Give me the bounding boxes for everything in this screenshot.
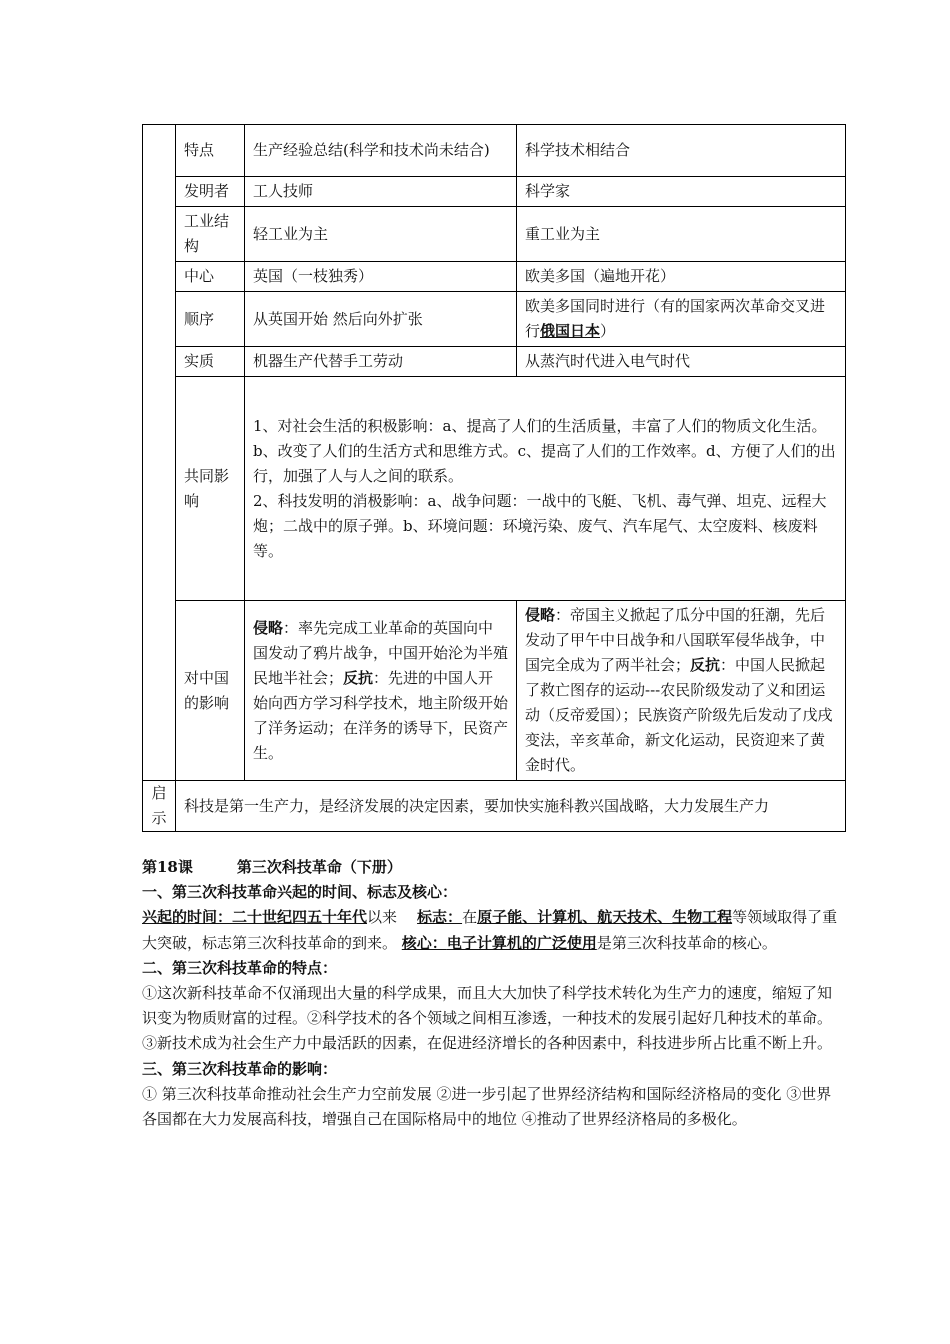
table-row <box>143 125 846 177</box>
table-row <box>143 377 846 601</box>
row-label: 对中国的影响 <box>176 601 245 781</box>
section-text: ① 第三次科技革命推动社会生产力空前发展 ②进一步引起了世界经济结构和国际经济格局的变化 ③世界各国都在大力发展高科技，增强自己在国际格局中的地位 ④推动了世界经济格局的多极化。 <box>142 1084 832 1129</box>
text-segment: ：帝国主义掀起了瓜分中国的狂潮，先后发动了甲午中日战争和八国联军侵华战争，中国完全成为了两半社会； <box>525 606 826 674</box>
keyword: 侵略 <box>253 618 284 637</box>
table-row <box>143 207 846 262</box>
row-label: 发明者 <box>176 177 245 207</box>
text-segment: ：先进的中国人开始向西方学习科学技术，地主阶级开始了洋务运动；在洋务的诱导下，民资产生。 <box>253 668 509 762</box>
insight-text: 科技是第一生产力，是经济发展的决定因素，要加快实施科教兴国战略，大力发展生产力 <box>176 781 846 832</box>
keyword: 反抗 <box>690 656 721 674</box>
text-segment: 在 <box>462 908 478 927</box>
text-segment: ：率先完成工业革命的英国向中国发动了鸦片战争，中国开始沦为半殖民地半社会； <box>253 618 509 687</box>
row-label: 顺序 <box>176 292 245 347</box>
section-text <box>142 905 845 955</box>
row-label: 共同影响 <box>176 377 245 601</box>
text-segment: 以来 <box>367 908 398 927</box>
cell-second: 从蒸汽时代进入电气时代 <box>517 347 846 377</box>
table-row <box>143 292 846 347</box>
cell-first: 从英国开始 然后向外扩张 <box>245 292 517 347</box>
common-impact-text <box>245 377 846 601</box>
row-label: 中心 <box>176 262 245 292</box>
lesson-title <box>142 855 845 880</box>
text-segment: 等领域取得了重大突破，标志第三次科技革命的到来。 <box>142 908 838 952</box>
table-row <box>143 601 846 781</box>
section-heading: 一、第三次科技革命兴起的时间、标志及核心： <box>142 883 458 902</box>
cell-second: 重工业为主 <box>517 207 846 262</box>
comparison-table <box>142 124 846 832</box>
cell-second <box>517 601 846 781</box>
keyword: 反抗 <box>343 668 374 687</box>
value-core: 电子计算机的广泛使用 <box>446 933 597 952</box>
lesson-number: 第18课 <box>142 858 193 876</box>
label-sign: 标志： <box>417 908 463 927</box>
paragraph: 2、科技发明的消极影响：a、战争问题：一战中的飞艇、飞机、毒气弹、坦克、远程大炮；二战中的原子弹。b、环境问题：环境污染、废气、汽车尾气、太空废料、核废料等。 <box>253 491 827 560</box>
lesson-name: 第三次科技革命（下册） <box>236 858 402 876</box>
section-text: ①这次新科技革命不仅涌现出大量的科学成果，而且大大加快了科学技术转化为生产力的速度，缩短了知识变为物质财富的过程。②科学技术的各个领域之间相互渗透，一种技术的发展引起好几种技术的革命。③新技术成为社会生产力中最活跃的因素，在促进经济增长的各种因素中，科技进步所占比重不断上升。 <box>142 984 833 1053</box>
section-heading: 二、第三次科技革命的特点： <box>142 958 338 977</box>
text-segment: ） <box>600 322 616 340</box>
lesson-section <box>142 855 845 1132</box>
cell-first: 机器生产代替手工劳动 <box>245 347 517 377</box>
value-time: 二十世纪四五十年代 <box>232 908 368 927</box>
cell-first <box>245 601 517 781</box>
text-segment: 是第三次科技革命的核心。 <box>596 933 777 952</box>
text-segment: 欧美多国同时进行（有的国家两次革命交叉进行 <box>525 297 826 340</box>
cell-first: 工人技师 <box>245 177 517 207</box>
table-row <box>143 262 846 292</box>
cell-first: 轻工业为主 <box>245 207 517 262</box>
row-label: 特点 <box>176 125 245 177</box>
keyword: 侵略 <box>525 606 556 624</box>
row-label: 实质 <box>176 347 245 377</box>
cell-first: 英国（一枝独秀） <box>245 262 517 292</box>
row-label: 启示 <box>143 781 176 832</box>
paragraph: 1、对社会生活的积极影响：a、提高了人们的生活质量，丰富了人们的物质文化生活。b、改变了人们的生活方式和思维方式。c、提高了人们的工作效率。d、方便了人们的出行，加强了人与人之间的联系。 <box>253 416 836 485</box>
table-row <box>143 177 846 207</box>
table-row <box>143 781 846 832</box>
cell-second: 欧美多国（遍地开花） <box>517 262 846 292</box>
label-time: 兴起的时间： <box>142 908 233 927</box>
row-label: 工业结构 <box>176 207 245 262</box>
emphasis-text: 俄国日本 <box>540 322 601 340</box>
section-heading: 三、第三次科技革命的影响： <box>142 1059 338 1078</box>
cell-second <box>517 292 846 347</box>
cell-second: 科学家 <box>517 177 846 207</box>
table-row <box>143 347 846 377</box>
cell-second: 科学技术相结合 <box>517 125 846 177</box>
left-margin-cell <box>143 125 176 781</box>
text-segment: ：中国人民掀起了救亡图存的运动---农民阶级发动了义和团运动（反帝爱国）；民族资产阶级先后发动了戊戌变法，辛亥革命，新文化运动，民资迎来了黄金时代。 <box>525 656 833 774</box>
label-core: 核心： <box>401 933 447 952</box>
cell-first: 生产经验总结(科学和技术尚未结合) <box>245 125 517 177</box>
value-sign: 原子能、计算机、航天技术、生物工程 <box>477 908 733 927</box>
